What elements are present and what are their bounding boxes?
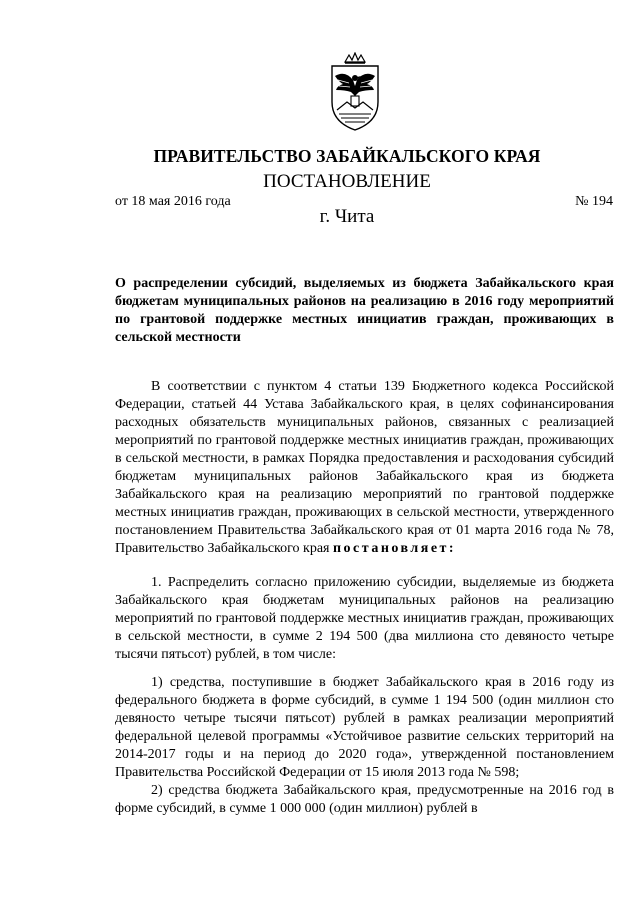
document-date: от 18 мая 2016 года [115, 194, 231, 209]
intro-paragraph [115, 378, 614, 558]
coat-of-arms-icon [327, 52, 383, 132]
document-city: г. Чита [319, 206, 375, 227]
document-number: № 194 [575, 194, 613, 209]
government-title: ПРАВИТЕЛЬСТВО ЗАБАЙКАЛЬСКОГО КРАЯ [153, 146, 541, 166]
item-1-paragraph: 1. Распределить согласно приложению субсидии, выделяемые из бюджета Забайкальского края бюджетам муниципальных районов на реализацию мероприятий по грантовой поддержке местных инициатив граждан, проживающих в сельской местности, в сумме 2 194 500 (два миллиона сто девяносто четыре тысячи пятьсот) рублей, в том числе: [115, 575, 614, 662]
intro-text: В соответствии с пунктом 4 статьи 139 Бюджетного кодекса Российской Федерации, статьей 44 Устава Забайкальского края, в целях софинансирования расходных обязательств муниципальных районов, связанных с реализацией мероприятий по грантовой поддержке местных инициатив граждан, проживающих в сельской местности, в рамках Порядка предоставления и расходования субсидий бюджетам муниципальных районов Забайкальского края из бюджета Забайкальского края на реализацию мероприятий по грантовой поддержке местных инициатив граждан, проживающих в сельской местности, утвержденного постановлением Правительства Забайкальского края от 01 марта 2016 года № 78, Правительство Забайкальского края [115, 379, 614, 556]
document-body [115, 378, 614, 818]
item-1-1-paragraph: 1) средства, поступившие в бюджет Забайкальского края в 2016 году из федерального бюджета в форме субсидий, в сумме 1 194 500 (один миллион сто девяносто четыре тысячи пятьсот) рублей в рамках реализации мероприятий федеральной целевой программы «Устойчивое развитие сельских территорий на 2014-2017 годы и на период до 2020 года», утвержденной постановлением Правительства Российской Федерации от 15 июля 2013 года № 598; [115, 675, 614, 780]
decree-word: постановляет: [332, 541, 457, 556]
document-subject: О распределении субсидий, выделяемых из бюджета Забайкальского края бюджетам муниципальных районов на реализацию в 2016 году мероприятий по грантовой поддержке местных инициатив граждан, проживающих в сельской местности [115, 276, 614, 345]
item-1-2-paragraph: 2) средства бюджета Забайкальского края, предусмотренные на 2016 год в форме субсидий, в сумме 1 000 000 (один миллион) рублей в [115, 783, 614, 816]
document-type: ПОСТАНОВЛЕНИЕ [263, 171, 431, 192]
